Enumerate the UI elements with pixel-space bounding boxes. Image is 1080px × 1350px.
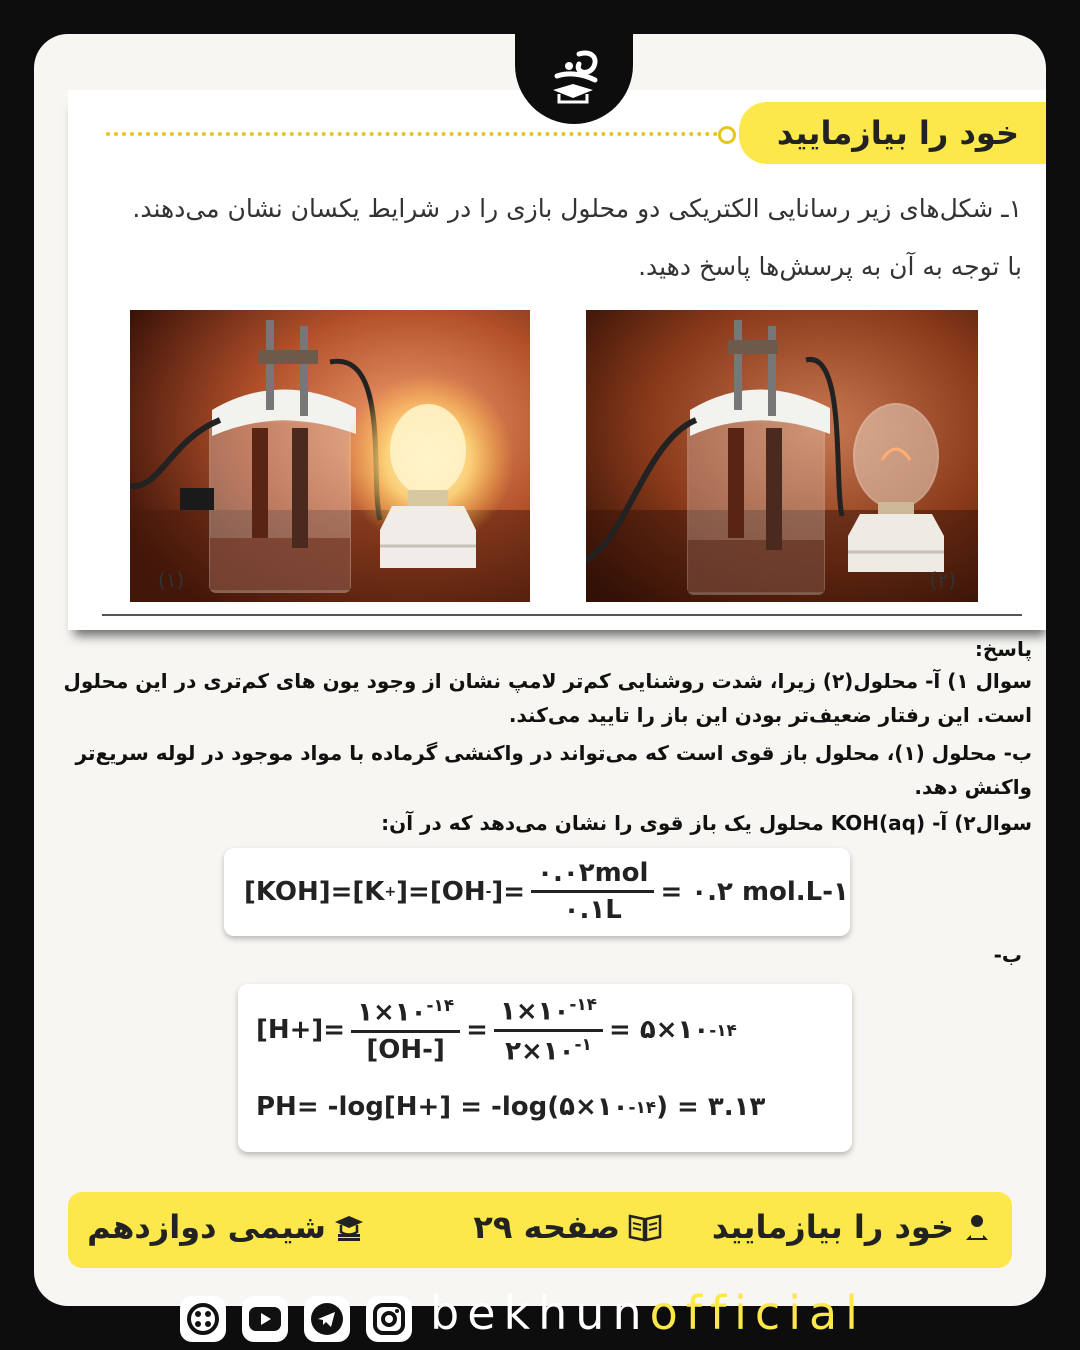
brand-part-white: bekhun xyxy=(430,1286,650,1340)
answer-q1b-line2: واکنش دهد. xyxy=(914,775,1032,799)
answer-q2b-label: ب- xyxy=(993,943,1022,967)
eq1-lhs: [KOH]=[K xyxy=(244,876,385,907)
answer-label: پاسخ: xyxy=(974,637,1032,661)
instagram-icon[interactable] xyxy=(366,1296,412,1342)
eq1-close: ]= xyxy=(491,876,526,907)
aparat-icon[interactable] xyxy=(180,1296,226,1342)
brand-part-yellow: official xyxy=(649,1286,866,1340)
equation-box-koh xyxy=(224,848,850,936)
eq2-fraction-2 xyxy=(494,994,603,1066)
eq2-f2-den-base: ۲×۱۰ xyxy=(505,1036,575,1067)
footer-item-subject xyxy=(87,1208,364,1246)
heading-dot xyxy=(718,126,736,144)
logo-icon xyxy=(539,46,609,112)
eq1-numerator: ۰.۰۲mol xyxy=(531,858,654,893)
graduation-cap-icon xyxy=(334,1212,364,1242)
book-bottom-rule xyxy=(102,614,1022,616)
eq2-f1-num-exp: -۱۴ xyxy=(426,995,455,1016)
section-heading-tag xyxy=(739,102,1046,164)
eq2-result-base: = ۵×۱۰ xyxy=(609,1015,710,1046)
question-line-2: با توجه به آن به پرسش‌ها پاسخ دهید. xyxy=(638,252,1022,281)
teacher-icon xyxy=(962,1212,992,1242)
social-icons xyxy=(180,1290,428,1348)
footer-item-page xyxy=(473,1208,662,1246)
answer-q1a-line2: است. این رفتار ضعیف‌تر بودن این باز را تایید می‌کند. xyxy=(508,703,1032,727)
footer-info-bar xyxy=(68,1192,1012,1268)
eq2-lhs: [H+]= xyxy=(256,1015,346,1046)
book-icon xyxy=(628,1212,662,1242)
eq2-equals: = xyxy=(466,1015,488,1046)
answer-q2a: سوال۲) آ- (KOH(aq محلول یک باز قوی را نشان می‌دهد که در آن: xyxy=(381,811,1032,835)
section-heading: خود را بیازمایید xyxy=(776,114,1019,152)
photo-caption-2: (۲) xyxy=(929,568,956,592)
answer-q1b-line1: ب- محلول (۱)، محلول باز قوی است که می‌تواند در واکنشی گرماده با مواد موجود در لوله سریع‌تر xyxy=(75,741,1032,765)
eq1-rhs: = ۰.۲ mol.L-۱ xyxy=(660,876,849,907)
photo-caption-1: (۱) xyxy=(158,568,185,592)
footer-subject-label: شیمی دوازدهم xyxy=(87,1208,326,1246)
photo-experiment-2 xyxy=(586,310,978,602)
eq2-f1-den: [OH-] xyxy=(366,1034,445,1065)
eq1-plus: + xyxy=(384,883,397,900)
footer-page-label: صفحه ۲۹ xyxy=(473,1208,620,1246)
eq2-f2-num-exp: -۱۴ xyxy=(569,994,597,1014)
eq2-ph-exp: -۱۴ xyxy=(628,1097,657,1117)
eq2-fraction-1 xyxy=(351,995,460,1065)
equation-box-ph xyxy=(238,984,852,1152)
eq2-result-exp: -۱۴ xyxy=(709,1020,737,1041)
brand-handle xyxy=(430,1286,866,1340)
youtube-icon[interactable] xyxy=(242,1296,288,1342)
textbook-excerpt xyxy=(68,90,1046,630)
eq1-fraction xyxy=(531,858,654,925)
eq2-ph-a: PH= -log[H+] = -log(۵×۱۰ xyxy=(256,1092,629,1122)
question-line-1: ۱ـ شکل‌های زیر رسانایی الکتریکی دو محلول بازی را در شرایط یکسان نشان می‌دهند. xyxy=(132,194,1022,223)
equation-ph xyxy=(256,1092,765,1122)
equation-h-concentration xyxy=(256,994,737,1066)
footer-section-label: خود را بیازمایید xyxy=(711,1208,954,1246)
content-card xyxy=(34,34,1046,1306)
eq1-denominator: ۰.۱L xyxy=(563,895,622,925)
eq1-mid: ]=[OH xyxy=(396,876,486,907)
eq1-minus: - xyxy=(485,883,492,900)
footer-item-section xyxy=(712,1208,992,1246)
eq2-ph-b: ) = ۳.۱۳ xyxy=(656,1092,766,1122)
telegram-icon[interactable] xyxy=(304,1296,350,1342)
equation-koh xyxy=(244,858,849,925)
eq2-f2-num-base: ۱×۱۰ xyxy=(499,996,570,1027)
eq2-f2-den-exp: -۱ xyxy=(574,1033,592,1054)
heading-dotted-line xyxy=(106,132,726,136)
photo-experiment-1 xyxy=(130,310,530,602)
eq2-f1-num-base: ۱×۱۰ xyxy=(357,997,427,1028)
answer-q1a-line1: سوال ۱) آ- محلول(۲) زیرا، شدت روشنایی کم‌تر لامپ نشان از وجود یون های کم‌تری در این محلول xyxy=(63,669,1032,693)
